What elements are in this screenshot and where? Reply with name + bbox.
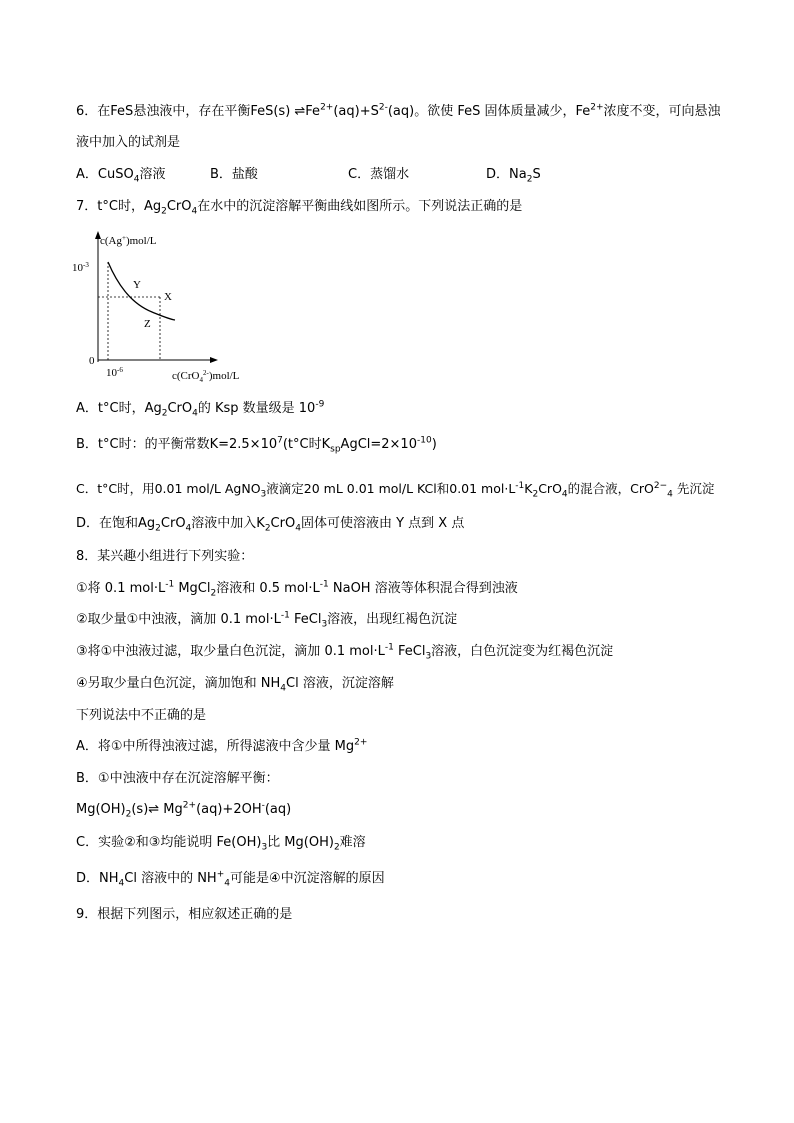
q9-stem: 9．根据下列图示，相应叙述正确的是 [76,907,293,922]
x-axis-arrow [210,357,218,363]
point-label-x: X [164,291,172,303]
y-tick-label: $10^{-3}$ [72,261,89,274]
q8-step-4: ④另取少量白色沉淀，滴加饱和 $NH_4Cl$ 溶液，沉淀溶解 [76,676,394,694]
q8-option-b-equation: $Mg(OH)_2(s)\rightleftharpoons$ $Mg^{2+}(aq)+2OH^-(aq)$ [76,800,292,820]
y-axis-label: c(Ag+)mol/L [100,234,157,247]
q8-option-a: A．将①中所得浊液过滤，所得滤液中含少量 $Mg^{2+}$ [76,737,368,754]
q6-option-d: D．$Na_2S$ [486,167,541,185]
q8-stem: 8．某兴趣小组进行下列实验： [76,549,254,564]
q8-option-c: C．实验②和③均能说明 $Fe(OH)_3$比 $Mg(OH)_2$难溶 [76,835,366,853]
origin-label: 0 [89,355,95,367]
q7-option-c: C．t°C时，用0.01 mol/L AgNO$_3$液滴定20 mL 0.01 mol/L KCl和0.01 $mol\cdot L^{-1}K_2CrO_4$的混合液，CrO$^{2-}_4$ 先沉淀 [76,480,715,500]
q8-question: 下列说法中不正确的是 [76,708,207,723]
x-tick-label: $10^{-6}$ [106,366,123,379]
q8-step-1: ①将 0.1 $mol\cdot L^{-1}$ MgCl$_2$溶液和 0.5 $mol\cdot L^{-1}$ NaOH 溶液等体积混合得到浊液 [76,579,518,599]
q6-option-c: C．蒸馏水 [348,167,410,182]
q8-step-3: ③将①中浊液过滤，取少量白色沉淀，滴加 0.1 $mol\cdot L^{-1}$ FeCl$_3$溶液，白色沉淀变为红褐色沉淀 [76,642,614,662]
x-axis-label: c(CrO$_4^{2-}$)mol/L [172,369,240,384]
q6-option-b: B．盐酸 [210,167,258,182]
q8-option-d: D．$NH_4Cl$ 溶液中的 $NH^+_4$可能是④中沉淀溶解的原因 [76,869,385,889]
q7-option-d: D．在饱和$Ag_2CrO_4$溶液中加入$K_2CrO_4$固体可使溶液由 Y 点到 X 点 [76,516,465,534]
solubility-curve-chart [72,228,272,388]
q7-stem: 7．t°C时，$Ag_2CrO_4$在水中的沉淀溶解平衡曲线如图所示。下列说法正确的是 [76,199,523,217]
point-label-y: Y [133,279,141,291]
q8-option-b: B．①中浊液中存在沉淀溶解平衡： [76,771,279,786]
q7-option-b: B．t°C时：的平衡常数$K=2.5\times 10^7(t^\circ C$时$K_{sp}AgCl=2\times 10^{-10}$) [76,435,437,455]
q6-option-a: A．CuSO$_4$溶液 [76,167,166,185]
q6-stem-line1: 6．在FeS悬浊液中，存在平衡FeS(s) $\rightleftharpoons Fe^{2+}(aq)+S^{2-}(aq)$。欲使 FeS 固体质量减少，$Fe^{2+}$浓度不变，可向悬浊 [76,102,721,119]
point-label-z: Z [144,318,151,330]
q6-options [76,166,716,184]
q6-stem-line2: 液中加入的试剂是 [76,135,181,150]
q7-option-a: A．t°C时，$Ag_2CrO_4$的 Ksp 数量级是 $10^{-9}$ [76,399,325,419]
q8-step-2: ②取少量①中浊液，滴加 0.1 $mol\cdot L^{-1}$ FeCl$_3$溶液，出现红褐色沉淀 [76,610,458,630]
